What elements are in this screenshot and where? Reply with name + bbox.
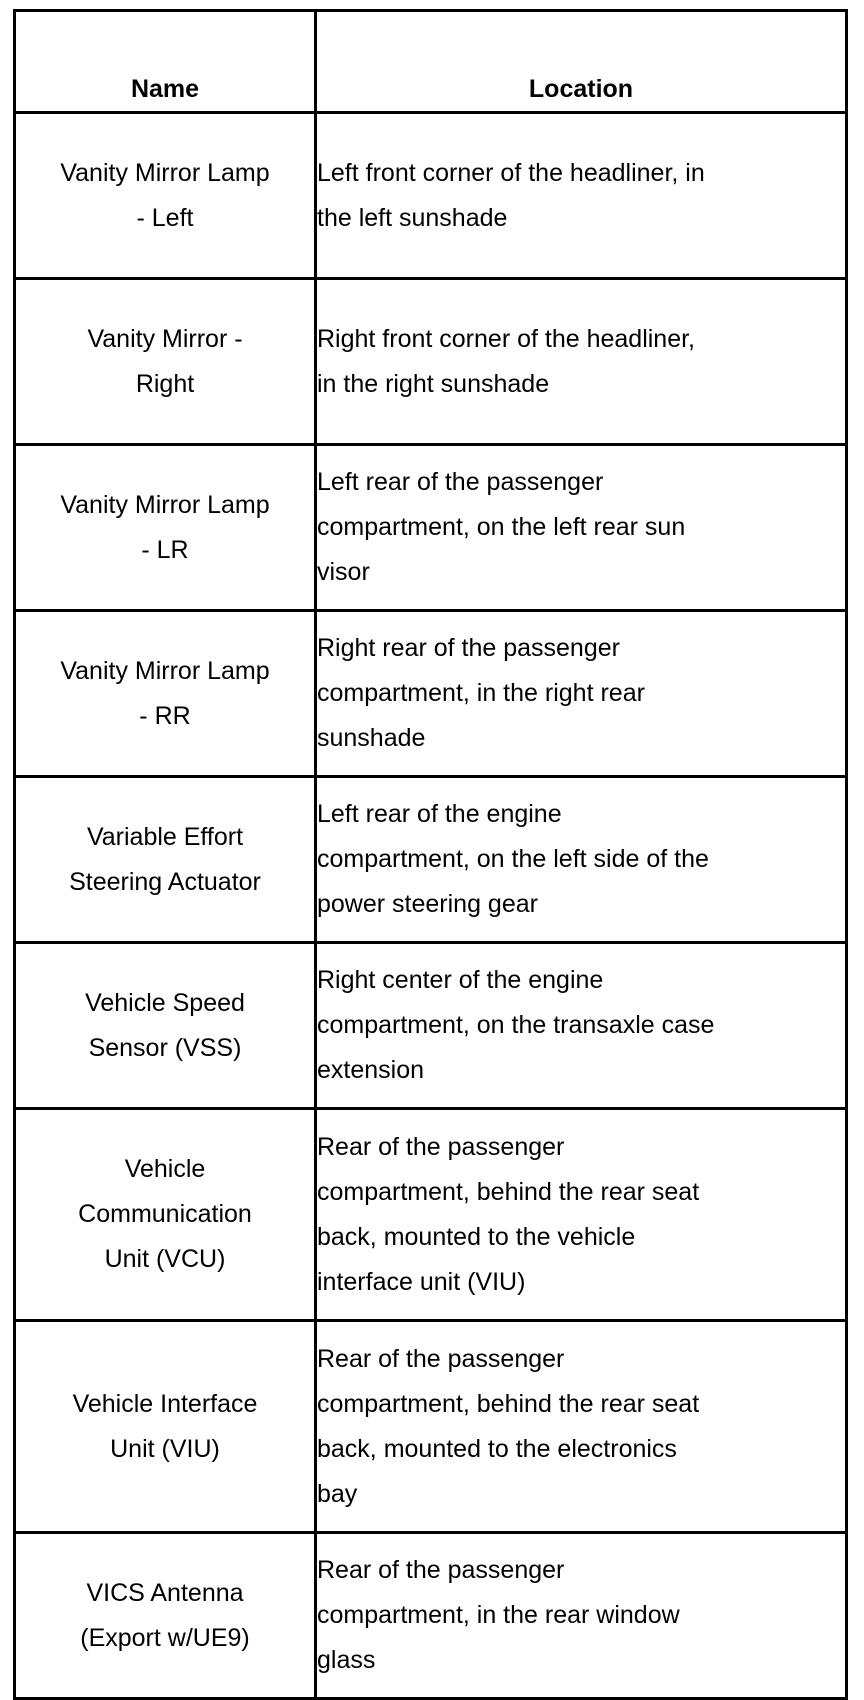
- table-body: [15, 113, 847, 1699]
- component-location-line: extension: [317, 1056, 425, 1084]
- component-location-line: in the right sunshade: [317, 369, 550, 398]
- component-name-cell: [15, 1533, 316, 1699]
- component-location-cell: [316, 943, 847, 1109]
- component-name-line: Vanity Mirror Lamp: [60, 158, 270, 187]
- component-name-line: Vehicle: [124, 1155, 206, 1183]
- component-location-line: compartment, in the right rear: [317, 679, 645, 707]
- component-location-line: compartment, on the left side of the: [317, 845, 709, 873]
- table-header-row: [15, 11, 847, 113]
- component-location-line: Left front corner of the headliner, in: [317, 158, 705, 187]
- table-row: [15, 113, 847, 279]
- component-location-line: Right front corner of the headliner,: [317, 324, 696, 353]
- component-name-line: - Left: [136, 203, 194, 232]
- component-location-line: bay: [317, 1479, 358, 1508]
- component-location-cell: [316, 611, 847, 777]
- component-location-line: Left rear of the engine: [317, 800, 562, 828]
- component-location-line: interface unit (VIU): [317, 1267, 526, 1296]
- location-column-header: Location: [316, 11, 847, 113]
- component-location-table: [13, 9, 848, 1700]
- component-name-line: Communication: [78, 1200, 252, 1228]
- component-location-line: Right rear of the passenger: [317, 634, 620, 662]
- component-name-cell: [15, 445, 316, 611]
- component-location-cell: [316, 1533, 847, 1699]
- component-name-cell: [15, 113, 316, 279]
- component-location-line: visor: [317, 558, 370, 586]
- component-location-cell: [316, 113, 847, 279]
- component-name-line: Variable Effort: [86, 822, 244, 851]
- component-location-line: compartment, behind the rear seat: [317, 1389, 700, 1418]
- component-location-line: compartment, behind the rear seat: [317, 1177, 700, 1206]
- component-name-line: Right: [135, 369, 195, 398]
- component-location-cell: [316, 1321, 847, 1533]
- table-row: [15, 445, 847, 611]
- component-location-cell: [316, 279, 847, 445]
- component-name-cell: [15, 1109, 316, 1321]
- component-location-line: compartment, on the transaxle case: [317, 1011, 715, 1039]
- table-row: [15, 279, 847, 445]
- name-column-header: Name: [15, 11, 316, 113]
- component-location-line: back, mounted to the vehicle: [317, 1222, 636, 1251]
- component-location-line: Right center of the engine: [317, 966, 604, 994]
- component-name-line: Steering Actuator: [69, 867, 261, 896]
- component-name-line: (Export w/UE9): [80, 1623, 250, 1652]
- table-row: [15, 777, 847, 943]
- component-name-cell: [15, 611, 316, 777]
- component-name-cell: [15, 777, 316, 943]
- component-name-line: Vehicle Interface: [72, 1389, 258, 1418]
- component-location-line: the left sunshade: [317, 203, 508, 232]
- component-location-line: Rear of the passenger: [317, 1556, 565, 1584]
- component-location-line: back, mounted to the electronics: [317, 1434, 677, 1463]
- component-location-cell: [316, 445, 847, 611]
- table-row: [15, 611, 847, 777]
- component-name-line: Vehicle Speed: [85, 988, 245, 1017]
- table-row: [15, 1109, 847, 1321]
- component-name-line: Vanity Mirror -: [87, 324, 243, 353]
- component-name-line: Unit (VIU): [110, 1434, 220, 1463]
- component-location-line: Rear of the passenger: [317, 1132, 565, 1161]
- component-location-line: glass: [317, 1646, 376, 1674]
- component-location-line: Rear of the passenger: [317, 1344, 565, 1373]
- component-name-line: - RR: [139, 701, 191, 730]
- component-name-cell: [15, 943, 316, 1109]
- table-row: [15, 1321, 847, 1533]
- component-location-line: Left rear of the passenger: [317, 468, 604, 496]
- component-location-cell: [316, 777, 847, 943]
- table-row: [15, 943, 847, 1109]
- component-name-line: Vanity Mirror Lamp: [60, 656, 270, 685]
- component-name-line: - LR: [141, 535, 189, 564]
- component-location-cell: [316, 1109, 847, 1321]
- component-name-line: Sensor (VSS): [88, 1033, 242, 1062]
- component-name-line: Vanity Mirror Lamp: [60, 490, 270, 519]
- component-location-line: compartment, on the left rear sun: [317, 513, 686, 541]
- table-row: [15, 1533, 847, 1699]
- component-name-cell: [15, 1321, 316, 1533]
- component-location-line: power steering gear: [317, 890, 538, 918]
- component-location-line: compartment, in the rear window: [317, 1601, 680, 1629]
- component-name-cell: [15, 279, 316, 445]
- component-name-line: Unit (VCU): [104, 1245, 226, 1273]
- component-name-line: VICS Antenna: [86, 1578, 244, 1607]
- component-location-line: sunshade: [317, 724, 426, 752]
